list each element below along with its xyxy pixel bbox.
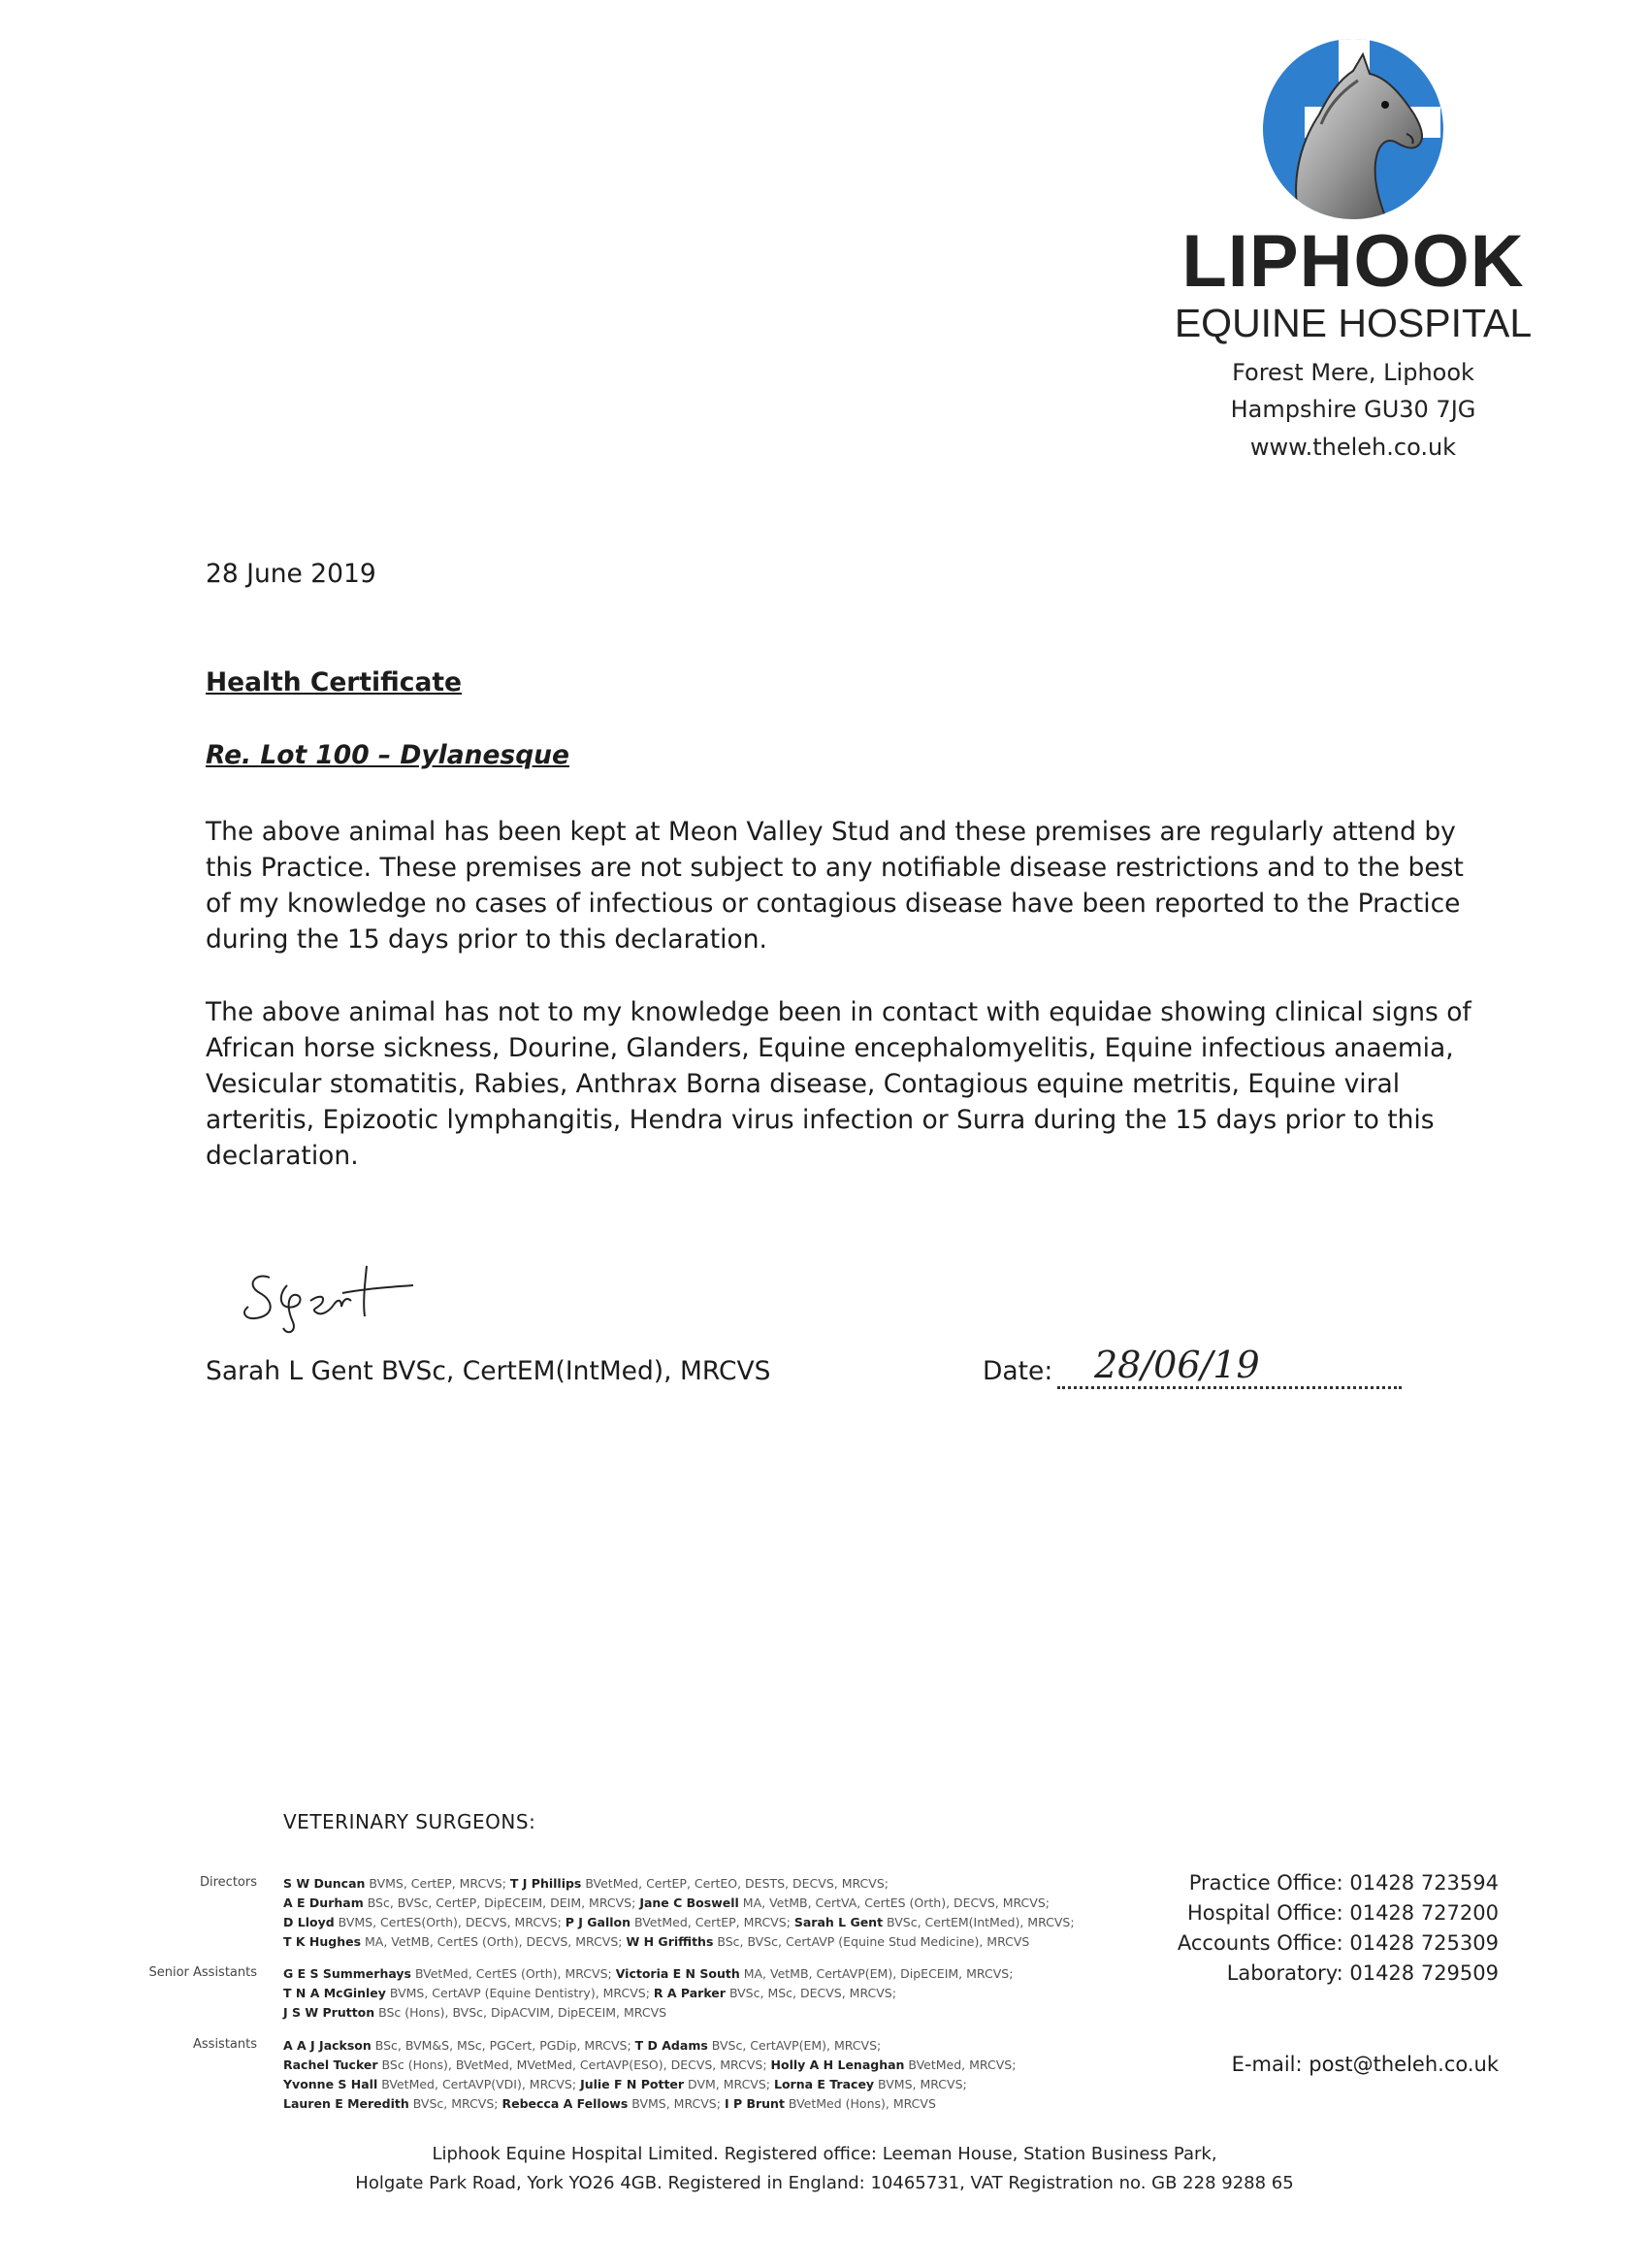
staff-qualifications: BVMS, MRCVS; bbox=[874, 2077, 967, 2091]
staff-name: Sarah L Gent bbox=[793, 1915, 884, 1929]
staff-qualifications: MA, VetMB, CertVA, CertES (Orth), DECVS, MRCVS; bbox=[738, 1895, 1050, 1910]
assistants-list bbox=[283, 2036, 1156, 2114]
address-line-2: Hampshire GU30 7JG bbox=[1230, 396, 1476, 423]
staff-name: A E Durham bbox=[283, 1895, 364, 1910]
signer-name: Sarah L Gent BVSc, CertEM(IntMed), MRCVS bbox=[206, 1356, 771, 1386]
staff-line bbox=[283, 2003, 1156, 2023]
staff-qualifications: BVMS, CertAVP (Equine Dentistry), MRCVS; bbox=[385, 1986, 654, 2000]
handwritten-date-text: 28/06/19 bbox=[1094, 1344, 1260, 1386]
staff-name: T K Hughes bbox=[283, 1934, 362, 1949]
staff-name: J S W Prutton bbox=[283, 2005, 375, 2020]
staff-name: I P Brunt bbox=[724, 2096, 785, 2111]
staff-line bbox=[283, 2056, 1156, 2075]
staff-qualifications: BVSc, MRCVS; bbox=[408, 2096, 502, 2111]
staff-name: R A Parker bbox=[653, 1986, 726, 2000]
staff-name: P J Gallon bbox=[565, 1915, 631, 1929]
staff-name: W H Griffiths bbox=[626, 1934, 714, 1949]
staff-name: Jane C Boswell bbox=[639, 1895, 739, 1910]
staff-name: Lauren E Meredith bbox=[283, 2096, 409, 2111]
staff-qualifications: BSc (Hons), BVSc, DipACVIM, DipECEIM, MRCVS bbox=[374, 2005, 667, 2020]
registration-line-2: Holgate Park Road, York YO26 4GB. Registered in England: 10465731, VAT Registration no. GB 228 9288 65 bbox=[355, 2173, 1294, 2193]
horse-head-cross-logo-icon bbox=[1261, 37, 1445, 221]
staff-name: Yvonne S Hall bbox=[283, 2077, 378, 2091]
staff-name: Holly A H Lenaghan bbox=[770, 2057, 905, 2072]
staff-qualifications: BVetMed, MRCVS; bbox=[904, 2057, 1017, 2072]
staff-name: Victoria E N South bbox=[615, 1966, 740, 1981]
website-link[interactable]: www.theleh.co.uk bbox=[1249, 434, 1457, 461]
registration-line-1: Liphook Equine Hospital Limited. Registered office: Leeman House, Station Business Park, bbox=[432, 2144, 1217, 2164]
staff-qualifications: BSc, BVSc, CertAVP (Equine Stud Medicine), MRCVS bbox=[713, 1934, 1030, 1949]
staff-qualifications: BVetMed, CertAVP(VDI), MRCVS; bbox=[377, 2077, 581, 2091]
handwritten-date bbox=[1084, 1339, 1298, 1392]
staff-qualifications: BVMS, CertEP, MRCVS; bbox=[365, 1876, 510, 1891]
laboratory-phone[interactable]: Laboratory: 01428 729509 bbox=[1226, 1961, 1499, 1985]
directors-list bbox=[283, 1874, 1156, 1952]
date-label: Date: bbox=[983, 1356, 1053, 1386]
staff-qualifications: BVetMed, CertEP, MRCVS; bbox=[630, 1915, 794, 1929]
staff-name: A A J Jackson bbox=[283, 2038, 372, 2053]
accounts-office-phone[interactable]: Accounts Office: 01428 725309 bbox=[1177, 1931, 1499, 1955]
staff-line bbox=[283, 1964, 1156, 1984]
staff-name: T N A McGinley bbox=[283, 1986, 386, 2000]
staff-qualifications: BVMS, MRCVS; bbox=[628, 2096, 725, 2111]
staff-name: Rebecca A Fellows bbox=[501, 2096, 629, 2111]
staff-line bbox=[283, 2094, 1156, 2114]
certificate-title: Health Certificate bbox=[206, 667, 462, 697]
staff-qualifications: BVetMed (Hons), MRCVS bbox=[784, 2096, 936, 2111]
paragraph-2: The above animal has not to my knowledge been in contact with equidae showing clinical signs of African horse sickness, Dourine, Glanders, Equine encephalomyelitis, Equine infectious anaemia, Vesicular stomatitis, Rabies, Anthrax Borna disease, Contagious equine metritis, Equine viral arteritis, Epizootic lymphangitis, Hendra virus infection or Surra during the 15 days prior to this declaration. bbox=[206, 997, 1471, 1171]
staff-name: T J Phillips bbox=[509, 1876, 582, 1891]
role-senior-assistants: Senior Assistants bbox=[148, 1965, 257, 1980]
staff-qualifications: MA, VetMB, CertES (Orth), DECVS, MRCVS; bbox=[361, 1934, 627, 1949]
hospital-office-phone[interactable]: Hospital Office: 01428 727200 bbox=[1186, 1901, 1499, 1925]
staff-name: D Lloyd bbox=[283, 1915, 335, 1929]
staff-qualifications: BVetMed, CertES (Orth), MRCVS; bbox=[411, 1966, 616, 1981]
letter-date: 28 June 2019 bbox=[206, 559, 376, 589]
reference-line: Re. Lot 100 – Dylanesque bbox=[206, 740, 570, 770]
staff-name: S W Duncan bbox=[283, 1876, 366, 1891]
senior-assistants-list bbox=[283, 1964, 1156, 2023]
staff-name: Julie F N Potter bbox=[580, 2077, 685, 2091]
vet-surgeons-heading: VETERINARY SURGEONS: bbox=[283, 1810, 536, 1833]
practice-office-phone[interactable]: Practice Office: 01428 723594 bbox=[1188, 1871, 1499, 1895]
staff-qualifications: BSc, BVM&S, MSc, PGCert, PGDip, MRCVS; bbox=[371, 2038, 635, 2053]
handwritten-signature bbox=[241, 1247, 435, 1344]
staff-line bbox=[283, 2075, 1156, 2094]
staff-name: G E S Summerhays bbox=[283, 1966, 411, 1981]
staff-qualifications: DVM, MRCVS; bbox=[684, 2077, 774, 2091]
staff-line bbox=[283, 2036, 1156, 2056]
staff-qualifications: BVMS, CertES(Orth), DECVS, MRCVS; bbox=[334, 1915, 566, 1929]
brand-subtitle: EQUINE HOSPITAL bbox=[1174, 301, 1533, 345]
role-directors: Directors bbox=[200, 1875, 257, 1890]
staff-qualifications: BVSc, CertEM(IntMed), MRCVS; bbox=[883, 1915, 1075, 1929]
staff-name: T D Adams bbox=[634, 2038, 708, 2053]
staff-qualifications: BVSc, MSc, DECVS, MRCVS; bbox=[725, 1986, 896, 2000]
staff-line bbox=[283, 1874, 1156, 1894]
staff-qualifications: BVSc, CertAVP(EM), MRCVS; bbox=[707, 2038, 882, 2053]
staff-line bbox=[283, 1894, 1156, 1913]
email-contact[interactable]: E-mail: post@theleh.co.uk bbox=[1231, 2053, 1499, 2076]
staff-name: Lorna E Tracey bbox=[773, 2077, 875, 2091]
staff-line bbox=[283, 1984, 1156, 2003]
role-assistants: Assistants bbox=[193, 2037, 257, 2052]
staff-qualifications: BSc, BVSc, CertEP, DipECEIM, DEIM, MRCVS; bbox=[363, 1895, 640, 1910]
staff-qualifications: MA, VetMB, CertAVP(EM), DipECEIM, MRCVS; bbox=[739, 1966, 1014, 1981]
paragraph-1: The above animal has been kept at Meon Valley Stud and these premises are regularly attend by this Practice. These premises are not subject to any notifiable disease restrictions and to the best of my knowledge no cases of infectious or contagious disease have been reported to the Practice during the 15 days prior to this declaration. bbox=[206, 817, 1464, 955]
staff-qualifications: BSc (Hons), BVetMed, MVetMed, CertAVP(ESO), DECVS, MRCVS; bbox=[377, 2057, 771, 2072]
staff-name: Rachel Tucker bbox=[283, 2057, 378, 2072]
address-line-1: Forest Mere, Liphook bbox=[1232, 359, 1474, 386]
staff-line bbox=[283, 1932, 1156, 1952]
staff-line bbox=[283, 1913, 1156, 1932]
brand-name: LIPHOOK bbox=[1181, 220, 1525, 303]
staff-qualifications: BVetMed, CertEP, CertEO, DESTS, DECVS, MRCVS; bbox=[581, 1876, 889, 1891]
